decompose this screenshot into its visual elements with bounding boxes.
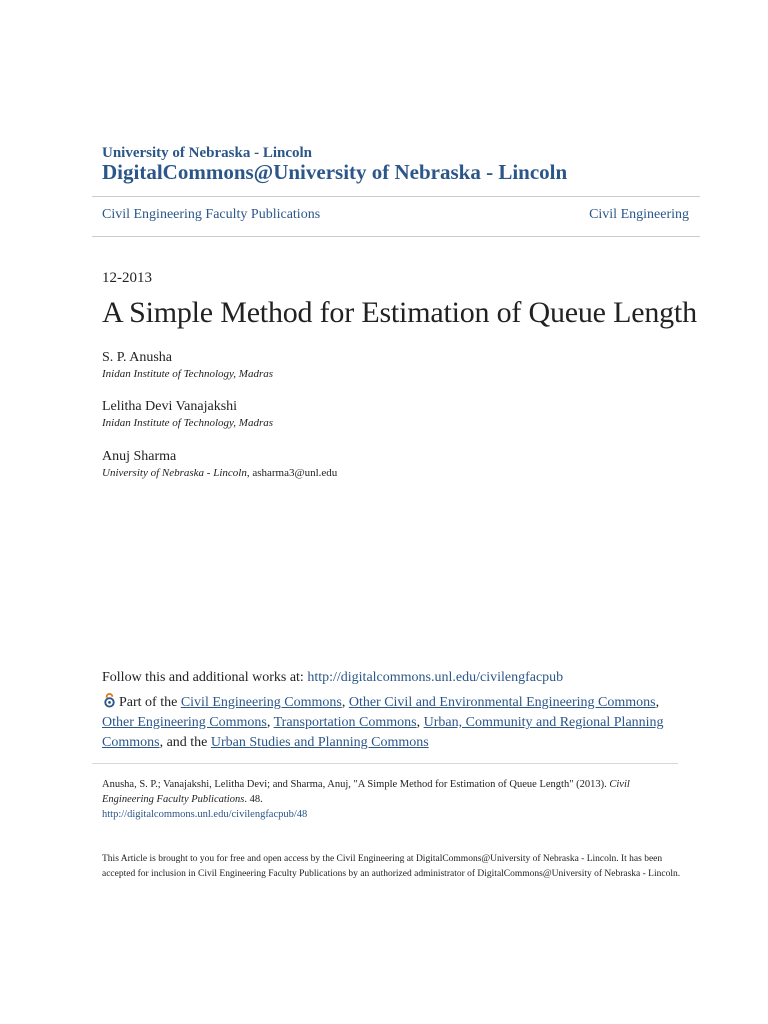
commons-link[interactable]: Other Engineering Commons [102, 715, 267, 730]
follow-prefix: Follow this and additional works at: [102, 670, 308, 685]
recommended-citation [102, 777, 662, 822]
author-name: Anuj Sharma [102, 449, 177, 464]
publication-date: 12-2013 [102, 270, 152, 286]
part-of-prefix: Part of the [119, 695, 181, 710]
commons-link[interactable]: Other Civil and Environmental Engineering Commons [348, 695, 656, 710]
header-divider-top [92, 196, 700, 197]
citation-divider [92, 763, 678, 764]
author-affiliation: University of Nebraska - Lincoln [102, 467, 247, 479]
author-block [102, 350, 273, 380]
repository-home-link[interactable]: DigitalCommons@University of Nebraska - Lincoln [102, 160, 568, 184]
follow-line [102, 670, 563, 686]
author-name: S. P. Anusha [102, 350, 173, 365]
part-of-commons: Part of the Civil Engineering Commons, Other Civil and Environmental Engineering Commons, Other Engineering Commons, Transportation Commons, Urban, Community and Regional Planning Commons, and the Urban Studies and Planning Commons [102, 695, 664, 750]
open-access-icon [102, 693, 117, 708]
citation-url-link[interactable]: http://digitalcommons.unl.edu/civilengfacpub/48 [102, 809, 308, 820]
author-email: asharma3@unl.edu [252, 467, 338, 479]
header-divider-bottom [92, 236, 700, 237]
institution-name-small: University of Nebraska - Lincoln [102, 145, 312, 161]
citation-suffix: . 48. [244, 794, 263, 805]
department-link[interactable]: Civil Engineering [589, 207, 689, 222]
citation-text: Anusha, S. P.; Vanajakshi, Lelitha Devi; and Sharma, Anuj, "A Simple Method for Estimation of Queue Length" (2013). [102, 779, 610, 790]
author-affiliation-line: University of Nebraska - Lincoln, asharma3@unl.edu [102, 467, 338, 479]
collection-link[interactable]: Civil Engineering Faculty Publications [102, 207, 321, 222]
commons-link[interactable]: Civil Engineering Commons [180, 695, 342, 710]
citation-journal: Civil Engineering Faculty Publications [102, 779, 630, 805]
follow-url-link[interactable]: http://digitalcommons.unl.edu/civilengfacpub [307, 670, 564, 685]
commons-link[interactable]: Transportation Commons [273, 715, 417, 730]
article-title: A Simple Method for Estimation of Queue Length [102, 296, 697, 329]
author-block [102, 399, 273, 429]
commons-link[interactable]: Urban Studies and Planning Commons [210, 735, 429, 750]
author-name: Lelitha Devi Vanajakshi [102, 399, 238, 414]
commons-link[interactable]: Urban, Community and Regional Planning Commons [102, 715, 664, 750]
author-affiliation: Inidan Institute of Technology, Madras [102, 368, 274, 380]
author-block [102, 449, 337, 479]
author-affiliation: Inidan Institute of Technology, Madras [102, 417, 274, 429]
access-notice: This Article is brought to you for free and open access by the Civil Engineering at DigitalCommons@University of Nebraska - Lincoln. It has been accepted for inclusion in Civil Engineering Faculty Publications by an authorized administrator of DigitalCommons@University of Nebraska - Lincoln. [102, 854, 681, 879]
